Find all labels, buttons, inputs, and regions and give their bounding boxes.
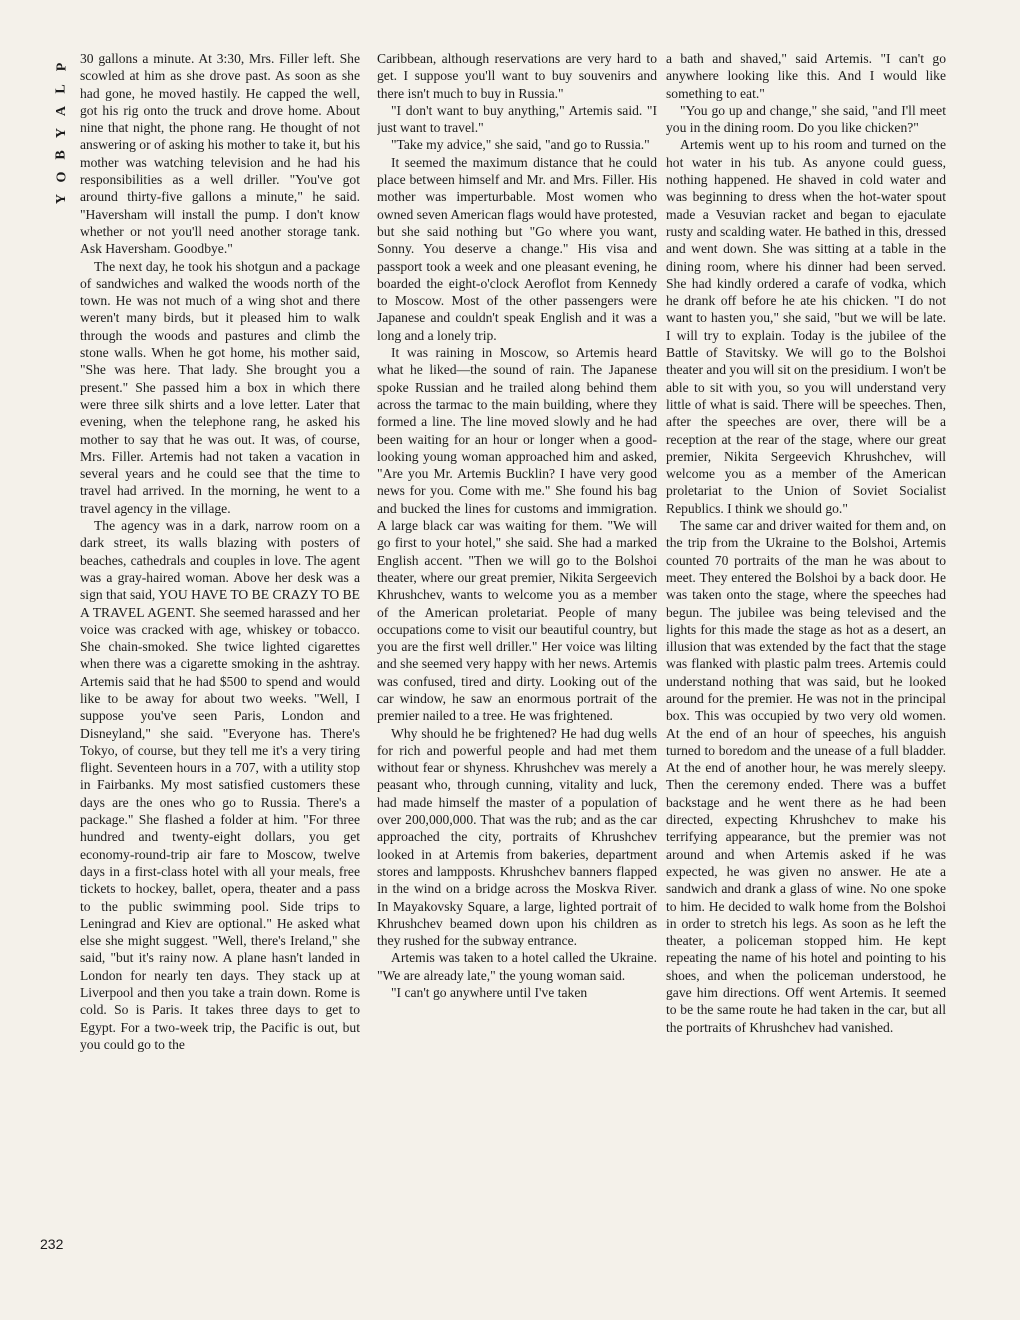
spine-letter: P (54, 62, 69, 72)
paragraph: It was raining in Moscow, so Artemis heard what he liked—the sound of rain. The Japanese spoke Russian and he trailed along behind them across the tarmac to the main building, where they formed a line. The line moved slowly and he had been waiting for an hour or longer when a good-looking young woman approached him and asked, "Are you Mr. Artemis Bucklin? I have very good news for you. Come with me." She found his bag and bucked the lines for customs and immigration. A large black car was waiting for them. "We will go first to your hotel," she said. She had a marked English accent. "Then we will go to the Bolshoi theater, where our great premier, Nikita Sergeevich Khrushchev, wants to welcome you as a member of the American proletariat. People of many occupations come to visit our beautiful country, but you are the first well driller." Her voice was lilting and she seemed very happy with her news. Artemis was confused, tired and dirty. Looking out of the car window, he saw an enormous portrait of the premier nailed to a tree. He was frightened. (377, 345, 657, 724)
text-column-2 (377, 50, 657, 1260)
magazine-name-vertical (52, 56, 72, 210)
paragraph: "I can't go anywhere until I've taken (391, 985, 588, 1001)
spine-letter: A (54, 105, 69, 117)
paragraph: The agency was in a dark, narrow room on a dark street, its walls blazing with posters of beaches, cathedrals and couples in love. The agent was a gray-haired woman. Above her desk was a sign that said, YOU HAVE TO BE CRAZY TO BE A TRAVEL AGENT. She seemed harassed and her voice was cracked with age, whiskey or tobacco. She chain-smoked. She twice lighted cigarettes when there was a cigarette smoking in the ashtray. Artemis said that he had $500 to spend and would like to be away for about two weeks. "Well, I suppose you've seen Paris, London and Disneyland," she said. "Everyone has. There's Tokyo, of course, but they tell me it's a very tiring flight. Seventeen hours in a 707, with a utility stop in Fairbanks. My most satisfied customers these days are the ones who go to Russia. There's a package." She flashed a folder at him. "For three hundred and twenty-eight dollars, you get economy-round-trip air fare to Moscow, twelve days in a first-class hotel with all your meals, free tickets to hockey, ballet, opera, theater and a pass to the public swimming pool. Side trips to Leningrad and Kiev are optional." He asked what else she might suggest. "Well, there's Ireland," she said, "but it's rainy now. A plane hasn't landed in London for nearly ten days. They stack up at Liverpool and then you take a train down. Rome is cold. So is Paris. It takes three days to get to Egypt. For a two-week trip, the Pacific is out, but you could go to the (80, 518, 360, 1052)
spine-letter: B (54, 150, 69, 160)
paragraph: Why should he be frightened? He had dug wells for rich and powerful people and had met them without fear or shyness. Khrushchev was merely a peasant who, through cunning, vitality and luck, had made himself the master of a population of over 200,000,000. That was the rub; and as the car approached the city, portraits of Khrushchev looked in at Artemis from bakeries, department stores and lampposts. Khrushchev banners flapped in the wind on a bridge across the Moskva River. In Mayakovsky Square, a large, lighted portrait of Khrushchev beamed down upon his children as they rushed for the subway entrance. (377, 725, 657, 949)
paragraph: The next day, he took his shotgun and a package of sandwiches and walked the woods north of the town. He was not much of a wing shot and there weren't many birds, but it pleased him to walk through the woods and pastures and climb the stone walls. When he got home, his mother said, "She was here. That lady. She brought you a present." She passed him a box in which there were three silk shirts and a love letter. Later that evening, when the telephone rang, he asked his mother to say that he was out. It was, of course, Mrs. Filler. Artemis had not taken a vacation in several years and he could see that the time to travel had arrived. In the morning, he went to a travel agency in the village. (80, 258, 360, 516)
paragraph: "Take my advice," she said, "and go to Russia." (391, 137, 650, 153)
paragraph: Artemis was taken to a hotel called the Ukraine. "We are already late," the young woman said. (377, 950, 657, 983)
paragraph: Caribbean, although reservations are very hard to get. I suppose you'll want to buy souvenirs and there isn't much to buy in Russia." (377, 51, 657, 101)
spine-letter: L (54, 84, 69, 94)
paragraph: 30 gallons a minute. At 3:30, Mrs. Filler left. She scowled at him as she drove past. As soon as she had gone, he moved hastily. He capped the well, got his rig onto the truck and drove home. About nine that night, the phone rang. He thought of not answering or of asking his mother to take it, but his mother was watching television and he had his responsibilities as a well driller. "You've got around thirty-five gallons a minute," he said. "Haversham will install the pump. I don't know whether or not you'll need another storage tank. Ask Haversham. Goodbye." (80, 51, 360, 257)
paragraph: Artemis went up to his room and turned on the hot water in his tub. As anyone could guess, nothing happened. He shaved in cold water and was beginning to dress when the hot-water spout made a Vesuvian racket and began to ejaculate rusty and scalding water. He bathed in this, dressed and went down. She was sitting at a table in the dining room, where his dinner had been served. She had kindly ordered a carafe of vodka, which he drank off before he ate his chicken. "I do not want to hasten you," she said, "but we will be late. I will try to explain. Today is the jubilee of the Battle of Stavitsky. We will go to the Bolshoi theater and you will sit on the presidium. I won't be able to sit with you, so you will understand very little of what is said. There will be speeches. Then, after the speeches are over, there will be a reception at the rear of the stage, where our great premier, Nikita Sergeevich Khrushchev, will welcome you as a member of the American proletariat to the Union of Soviet Socialist Republics. I think we should go." (666, 137, 946, 516)
paragraph: a bath and shaved," said Artemis. "I can't go anywhere looking like this. And I would like something to eat." (666, 51, 946, 101)
spine-letter: Y (54, 193, 69, 205)
spine-letter: O (53, 171, 69, 183)
paragraph: The same car and driver waited for them and, on the trip from the Ukraine to the Bolshoi, Artemis counted 70 portraits of the man he was about to meet. They entered the Bolshoi by a back door. He was taken onto the stage, where the speeches had begun. The jubilee was being televised and the lights for this made the stage as hot as a desert, an illusion that was extended by the fact that the stage was flanked with plastic palm trees. Artemis could understand nothing that was said, but he looked around for the premier. He was not in the principal box. This was occupied by two very old women. At the end of an hour of speeches, his anguish turned to boredom and the unease of a full bladder. At the end of another hour, he was merely sleepy. Then the ceremony ended. There was a buffet backstage and he went there as he had been directed, expecting Khrushchev to make his terrifying appearance, but the premier was not around and when Artemis asked if he was expected, he was given no answer. He ate a sandwich and drank a glass of wine. No one spoke to him. He decided to walk home from the Bolshoi in order to stretch his legs. As soon as he left the theater, a policeman stopped him. He kept repeating the name of his hotel and pointing to his shoes, and when the policeman understood, he gave him directions. Off went Artemis. It seemed to be the same route he had taken in the car, but all the portraits of Khrushchev had vanished. (666, 518, 946, 1035)
paragraph: It seemed the maximum distance that he could place between himself and Mr. and Mrs. Filler. His mother was imperturbable. Most women who owned seven American flags would have protested, but she said nothing but "Go where you want, Sonny. You deserve a change." His visa and passport took a week and one pleasant evening, he boarded the eight-o'clock Aeroflot from Kennedy to Moscow. Most of the other passengers were Japanese and couldn't speak English and it was a long and a lonely trip. (377, 154, 657, 343)
text-column-1 (80, 50, 360, 1260)
text-column-3 (666, 50, 946, 1260)
paragraph: "You go up and change," she said, "and I'll meet you in the dining room. Do you like chicken?" (666, 102, 946, 136)
page-number: 232 (40, 1236, 64, 1252)
spine-letter: Y (54, 127, 69, 139)
paragraph: "I don't want to buy anything," Artemis said. "I just want to travel." (377, 102, 657, 136)
